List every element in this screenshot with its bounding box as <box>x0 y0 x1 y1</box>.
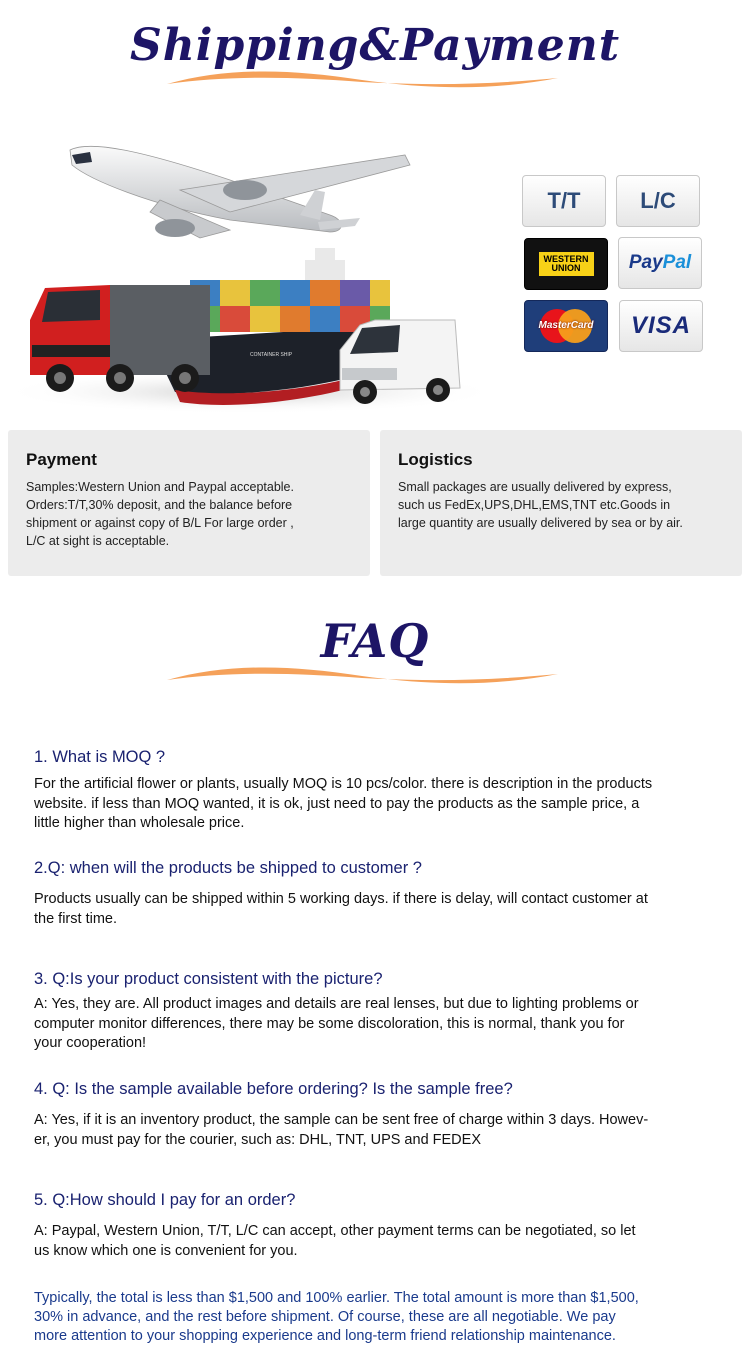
faq-heading: FAQ <box>320 614 430 668</box>
mastercard-wordmark: MasterCard <box>538 320 594 331</box>
shipping-transport-illustration <box>0 120 500 420</box>
faq-question: 5. Q:How should I pay for an order? <box>34 1191 296 1209</box>
faq-item-3 <box>34 970 724 1054</box>
faq-underline-swash <box>165 666 560 688</box>
payment-body: Samples:Western Union and Paypal acceptable. Orders:T/T,30% deposit, and the balance before shipment or against copy of B/L For large order , L/C at sight is acceptable. <box>26 480 294 548</box>
ship-label: CONTAINER SHIP <box>250 352 293 358</box>
faq-question: 1. What is MOQ ? <box>34 748 166 766</box>
faq-answer: Products usually can be shipped within 5 working days. if there is delay, will contact customer at the first time. <box>34 891 648 927</box>
western-union-logo: WESTERN UNION <box>539 252 594 276</box>
faq-question: 2.Q: when will the products be shipped to customer ? <box>34 859 422 877</box>
logistics-info-box <box>380 430 742 576</box>
paypal-logo-pal: Pal <box>662 252 692 273</box>
airplane-illustration <box>70 146 410 238</box>
faq-item-2 <box>34 859 724 929</box>
mastercard-logo <box>536 309 596 343</box>
logistics-body: Small packages are usually delivered by express, such us FedEx,UPS,DHL,EMS,TNT etc.Goods in large quantity are usually delivered by sea or by air. <box>398 480 683 530</box>
tt-label: T/T <box>547 188 581 213</box>
lc-label: L/C <box>640 188 676 213</box>
faq-item-5 <box>34 1191 724 1261</box>
faq-answer: A: Yes, if it is an inventory product, the sample can be sent free of charge within 3 days. Howev- er, you must pay for the courier, such as: DHL, TNT, UPS and FEDEX <box>34 1112 649 1148</box>
payment-title: Payment <box>26 450 97 469</box>
tt-payment-badge <box>522 175 606 227</box>
paypal-badge <box>618 237 702 289</box>
closing-note: Typically, the total is less than $1,500 and 100% earlier. The total amount is more than $1,500, 30% in advance, and the rest before shipment. Of course, these are all negotiable. We pay more attention to your shopping experience and long-term friend relationship maintenance. <box>34 1290 639 1344</box>
faq-item-4 <box>34 1080 724 1150</box>
faq-answer: A: Yes, they are. All product images and details are real lenses, but due to lighting problems or computer monitor differences, there may be some discoloration, this is normal, thank you for your cooperation! <box>34 996 639 1051</box>
logistics-title: Logistics <box>398 450 473 469</box>
faq-answer: For the artificial flower or plants, usually MOQ is 10 pcs/color. there is description in the products website. if less than MOQ wanted, it is ok, just need to pay the products as the sample price, a little higher than wholesale price. <box>34 776 653 831</box>
faq-question: 3. Q:Is your product consistent with the picture? <box>34 970 383 988</box>
truck-illustration <box>30 285 210 392</box>
visa-badge <box>619 300 703 352</box>
shipping-payment-heading: Shipping&Payment <box>129 20 621 71</box>
paypal-logo-pay: Pay <box>628 252 663 273</box>
faq-item-1 <box>34 748 724 834</box>
paypal-logo <box>629 252 691 274</box>
faq-answer: A: Paypal, Western Union, T/T, L/C can accept, other payment terms can be negotiated, so let us know which one is convenient for you. <box>34 1223 636 1259</box>
visa-logo: VISA <box>630 312 691 339</box>
payment-info-box <box>8 430 370 576</box>
heading-underline-swash <box>165 70 560 92</box>
lc-payment-badge <box>616 175 700 227</box>
mastercard-badge <box>524 300 608 352</box>
faq-question: 4. Q: Is the sample available before ordering? Is the sample free? <box>34 1080 513 1098</box>
western-union-badge <box>524 238 608 290</box>
